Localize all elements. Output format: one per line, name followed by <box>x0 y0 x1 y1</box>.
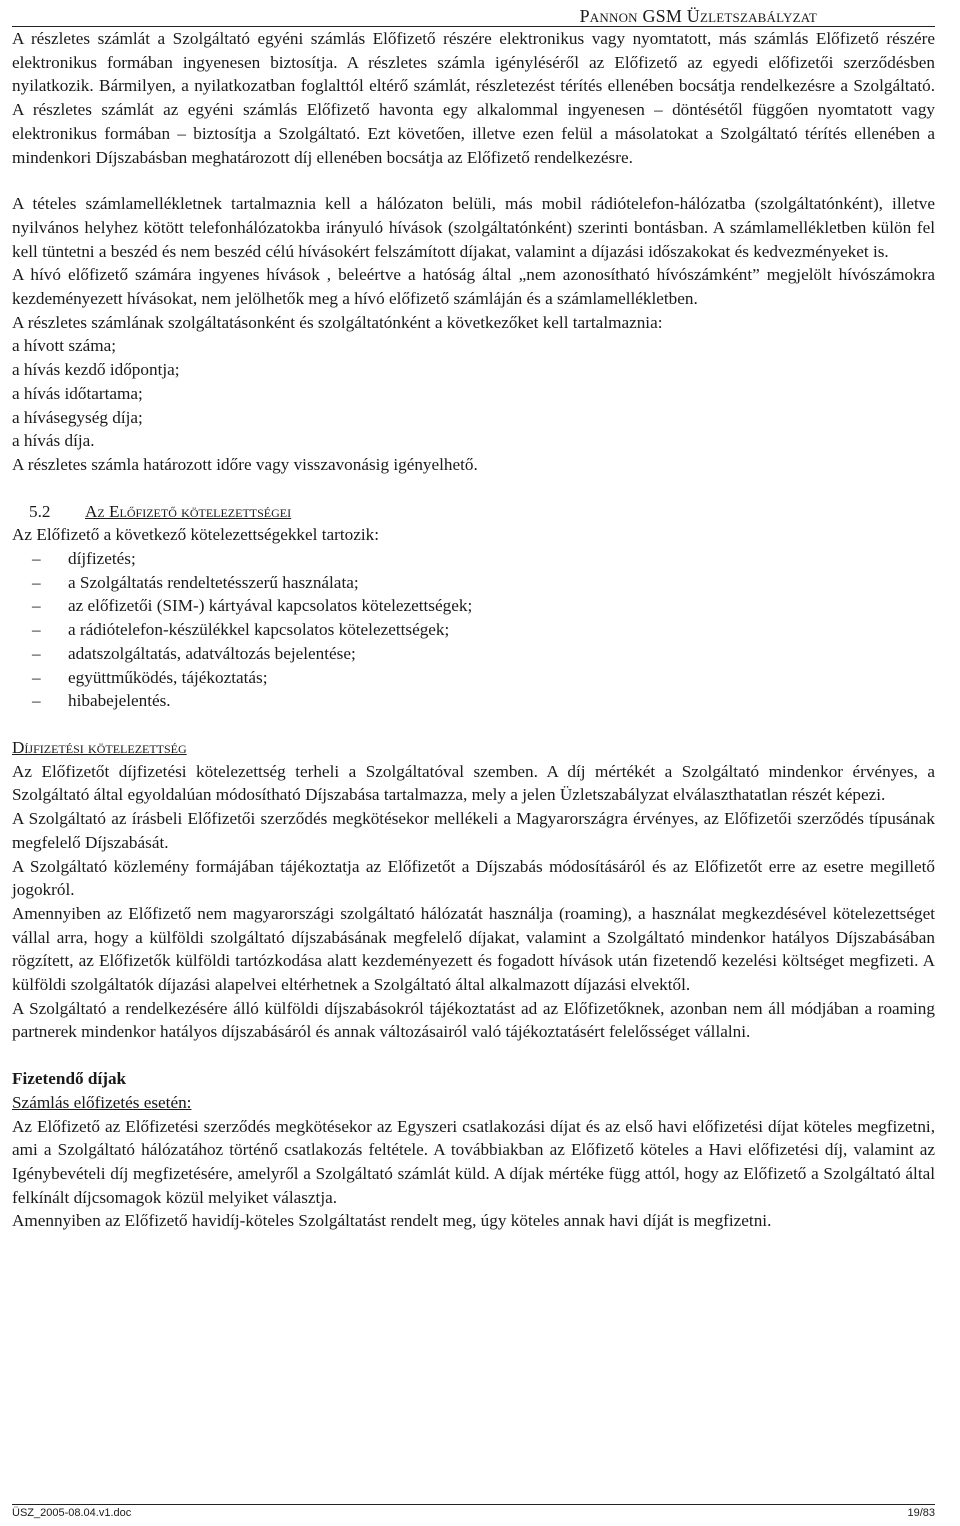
list-item: – a Szolgáltatás rendeltetésszerű használata; <box>32 571 935 595</box>
footer-page-number: 19/83 <box>907 1507 935 1519</box>
paragraph: A Szolgáltató közlemény formájában tájékoztatja az Előfizetőt a Díjszabás módosításáról és az Előfizetőt erre az esetre megillető jogokról. <box>12 856 935 900</box>
fees-subheading: Számlás előfizetés esetén: <box>12 1092 192 1112</box>
section-number: 5.2 <box>29 501 51 521</box>
footer-filename: ÜSZ_2005-08.04.v1.doc <box>12 1507 132 1519</box>
paragraph: a hívás időtartama; <box>12 383 143 403</box>
list-item: – a rádiótelefon-készülékkel kapcsolatos kötelezettségek; <box>32 618 935 642</box>
list-item: – díjfizetés; <box>32 547 935 571</box>
paragraph: A hívó előfizető számára ingyenes hívások , beleértve a hatóság által „nem azonosítható hívószámként” megjelölt hívószámokra kezdeményezett hívásokat, nem jelölhetők meg a hívó előfizető számláján és a számlamellékletben. <box>12 265 935 309</box>
payment-heading: Díjfizetési kötelezettség <box>12 737 187 757</box>
document-page <box>12 0 935 1233</box>
list-item: – együttműködés, tájékoztatás; <box>32 666 935 690</box>
paragraph: a hívásegység díja; <box>12 407 143 427</box>
paragraph: Az Előfizető az Előfizetési szerződés megkötésekor az Egyszeri csatlakozási díjat és az első havi előfizetési díjat köteles megfizetni, ami a Szolgáltató hálózatához történő csatlakozás feltétele. A továbbiakban az Előfizető köteles a Havi előfizetési díj, valamint az Igénybevételi díj megfizetésére, amelyről a Szolgáltató számlát küld. A díjak mértéke függ attól, hogy az Előfizető a Szolgáltató által felkínált díjcsomagok közül melyiket választja. <box>12 1116 935 1207</box>
paragraph: A részletes számlát a Szolgáltató egyéni számlás Előfizető részére elektronikus vagy nyomtatott, más számlás Előfizető részére elektronikus formában ingyenesen biztosítja. A részletes számla igényléséről az Előfizető az egyedi előfizetői szerződésben nyilatkozik. Bármilyen, a nyilatkozatban foglalttól eltérő számlát, részletezést térítés ellenében bocsátja rendelkezésre a Szolgáltató. A részletes számlát az egyéni számlás Előfizető havonta egy alkalommal ingyenesen – döntésétől függően nyomtatott vagy elektronikus formában – biztosítja a Szolgáltató. Ezt követően, illetve ezen felül a másolatokat a Szolgáltató térítés ellenében a mindenkori Díjszabásban meghatározott díj ellenében bocsátja az Előfizető rendelkezésre. <box>12 29 935 167</box>
section-title: Az Előfizető kötelezettségei <box>85 501 292 521</box>
paragraph: a hívás díja. <box>12 431 95 451</box>
page-header <box>12 0 935 27</box>
paragraph: A részletes számla határozott időre vagy visszavonásig igényelhető. <box>12 454 478 474</box>
paragraph: A tételes számlamellékletnek tartalmaznia kell a hálózaton belüli, más mobil rádiótelefon-hálózatba (szolgáltatónként), illetve nyilvános helyhez kötött telefonhálózatokba irányuló hívások (szolgáltatónként) szerinti bontásban. A számlamellékletben külön fel kell tüntetni a beszéd és nem beszéd célú hívásokért felszámított díjakat, valamint a díjazási időszakokat és kedvezményeket is. <box>12 194 935 261</box>
obligations-list <box>12 547 935 713</box>
paragraph: Amennyiben az Előfizető nem magyarországi szolgáltató hálózatát használja (roaming), a használat megkezdésével kötelezettséget vállal arra, hogy a külföldi szolgáltató díjszabásának megfelelő díjakat, valamint a Szolgáltató mindenkor hatályos Díjszabásában rögzített, az Előfizetők külföldi tartózkodása alatt kezdeményezett és fogadott hívások után fizetendő kezelési költséget megfizeti. A külföldi szolgáltatók díjazási alapelvei eltérhetnek a Szolgáltató által alkalmazott díjazási elvektől. <box>12 903 935 995</box>
fees-heading: Fizetendő díjak <box>12 1069 127 1089</box>
list-item: – adatszolgáltatás, adatváltozás bejelentése; <box>32 642 935 666</box>
paragraph: A Szolgáltató a rendelkezésére álló külföldi díjszabásokról tájékoztatást ad az Előfizetőknek, azonban nem áll módjában a roaming partnerek mindenkor hatályos díjszabásáról és annak változásairól való tájékoztatásért felelősséget vállalni. <box>12 998 935 1042</box>
list-item: – az előfizetői (SIM-) kártyával kapcsolatos kötelezettségek; <box>32 594 935 618</box>
section-heading <box>12 500 935 524</box>
paragraph: A részletes számlának szolgáltatásonként és szolgáltatónként a következőket kell tartalmaznia: <box>12 312 663 332</box>
paragraph: A Szolgáltató az írásbeli Előfizetői szerződés megkötésekor mellékeli a Magyarországra érvényes, az Előfizetői szerződés típusának megfelelő Díjszabását. <box>12 809 935 852</box>
section-intro: Az Előfizető a következő kötelezettségekkel tartozik: <box>12 525 379 545</box>
page-footer <box>12 1504 935 1521</box>
list-item: – hibabejelentés. <box>32 689 935 713</box>
paragraph: a hívás kezdő időpontja; <box>12 360 180 380</box>
paragraph: Amennyiben az Előfizető havidíj-köteles Szolgáltatást rendelt meg, úgy köteles annak havi díját is megfizetni. <box>12 1211 772 1231</box>
paragraph: a hívott száma; <box>12 336 117 356</box>
header-title: Pannon GSM Üzletszabályzat <box>579 6 817 26</box>
paragraph: Az Előfizetőt díjfizetési kötelezettség terheli a Szolgáltatóval szemben. A díj mértékét a Szolgáltató mindenkor érvényes, a Szolgáltató által egyoldalúan módosítható Díjszabása tartalmazza, mely a jelen Üzletszabályzat elválaszthatatlan részét képezi. <box>12 761 935 805</box>
